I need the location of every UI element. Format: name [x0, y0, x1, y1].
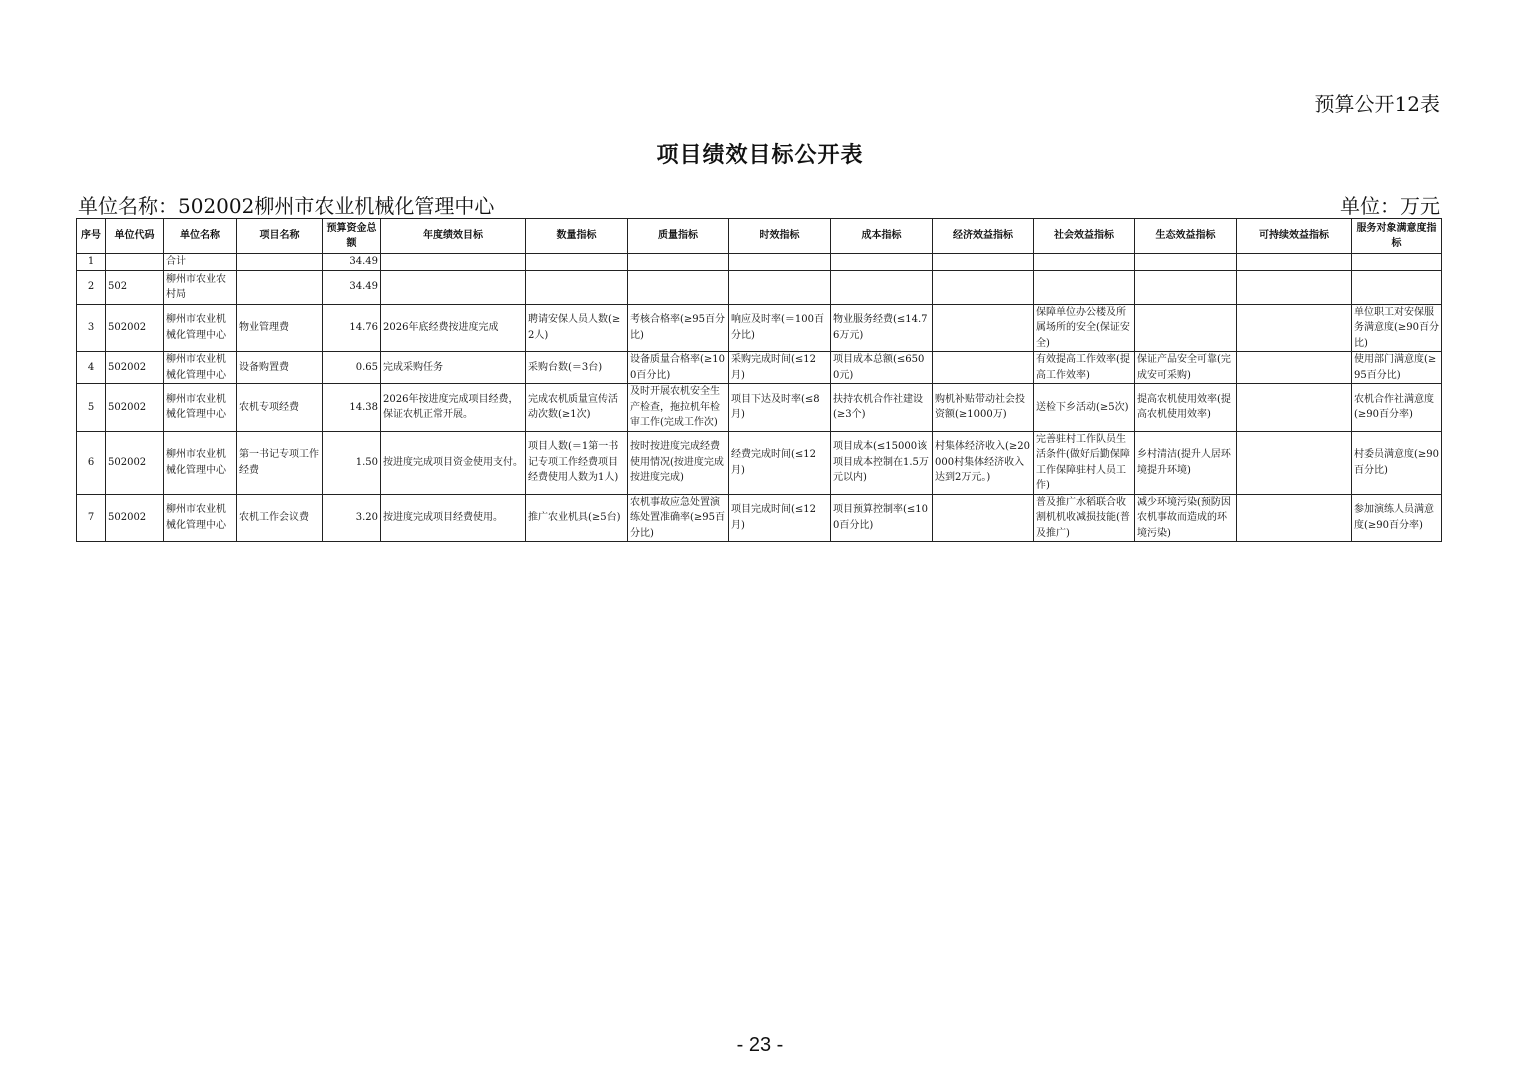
table-cell-quality-indicator: 按时按进度完成经费使用情况(按进度完成按进度完成) [628, 431, 729, 494]
table-cell-ecological-benefit [1135, 304, 1237, 352]
table-cell-unit-code: 502 [106, 270, 164, 304]
column-header: 服务对象满意度指标 [1352, 219, 1442, 254]
table-row [77, 270, 1442, 304]
table-cell-timeliness-indicator: 项目完成时间(≤12月) [729, 494, 831, 542]
table-cell-sustainable-benefit [1237, 384, 1352, 432]
table-cell-annual-target: 按进度完成项目资金使用支付。 [381, 431, 526, 494]
table-cell-quantity-indicator: 采购台数(＝3台) [526, 352, 628, 384]
table-cell-row-index: 3 [77, 304, 106, 352]
column-header: 生态效益指标 [1135, 219, 1237, 254]
table-cell-satisfaction-indicator: 村委员满意度(≥90百分比) [1352, 431, 1442, 494]
table-cell-social-benefit: 普及推广水稻联合收割机机收减损技能(普及推广) [1034, 494, 1135, 542]
table-cell-budget-amount: 14.76 [323, 304, 381, 352]
table-cell-unit-name: 合计 [164, 254, 237, 271]
column-header: 质量指标 [628, 219, 729, 254]
table-cell-row-index: 1 [77, 254, 106, 271]
table-cell-timeliness-indicator: 项目下达及时率(≤8月) [729, 384, 831, 432]
table-cell-quality-indicator: 考核合格率(≥95百分比) [628, 304, 729, 352]
table-cell-unit-name: 柳州市农业农村局 [164, 270, 237, 304]
table-cell-sustainable-benefit [1237, 494, 1352, 542]
table-row [77, 254, 1442, 271]
table-cell-social-benefit: 完善驻村工作队员生活条件(做好后勤保障工作保障驻村人员工作) [1034, 431, 1135, 494]
table-cell-sustainable-benefit [1237, 254, 1352, 271]
table-cell-ecological-benefit: 提高农机使用效率(提高农机使用效率) [1135, 384, 1237, 432]
column-header: 成本指标 [831, 219, 933, 254]
column-header: 数量指标 [526, 219, 628, 254]
table-cell-unit-name: 柳州市农业机械化管理中心 [164, 494, 237, 542]
column-header: 单位名称 [164, 219, 237, 254]
table-cell-cost-indicator: 扶持农机合作社建设(≥3个) [831, 384, 933, 432]
table-cell-budget-amount: 3.20 [323, 494, 381, 542]
table-cell-social-benefit: 有效提高工作效率(提高工作效率) [1034, 352, 1135, 384]
table-cell-economic-benefit [933, 352, 1034, 384]
table-cell-sustainable-benefit [1237, 431, 1352, 494]
table-cell-row-index: 7 [77, 494, 106, 542]
table-cell-cost-indicator: 项目预算控制率(≤100百分比) [831, 494, 933, 542]
table-cell-quality-indicator: 农机事故应急处置演练处置准确率(≥95百分比) [628, 494, 729, 542]
table-cell-project-name: 农机专项经费 [237, 384, 323, 432]
table-cell-row-index: 4 [77, 352, 106, 384]
table-cell-budget-amount: 0.65 [323, 352, 381, 384]
table-cell-unit-code: 502002 [106, 384, 164, 432]
column-header: 可持续效益指标 [1237, 219, 1352, 254]
table-cell-budget-amount: 34.49 [323, 270, 381, 304]
table-cell-social-benefit: 保障单位办公楼及所属场所的安全(保证安全) [1034, 304, 1135, 352]
column-header: 经济效益指标 [933, 219, 1034, 254]
table-cell-quality-indicator [628, 254, 729, 271]
table-cell-economic-benefit [933, 304, 1034, 352]
table-cell-quality-indicator: 及时开展农机安全生产检查，拖拉机年检审工作(完成工作次) [628, 384, 729, 432]
table-cell-satisfaction-indicator [1352, 270, 1442, 304]
table-cell-quality-indicator: 设备质量合格率(≥100百分比) [628, 352, 729, 384]
table-cell-economic-benefit [933, 254, 1034, 271]
table-cell-row-index: 2 [77, 270, 106, 304]
table-cell-quantity-indicator [526, 254, 628, 271]
table-cell-annual-target [381, 254, 526, 271]
table-cell-quantity-indicator: 完成农机质量宣传活动次数(≥1次) [526, 384, 628, 432]
table-cell-project-name: 设备购置费 [237, 352, 323, 384]
table-cell-timeliness-indicator: 经费完成时间(≤12月) [729, 431, 831, 494]
table-cell-cost-indicator: 项目成本总额(≤6500元) [831, 352, 933, 384]
table-cell-annual-target: 2026年底经费按进度完成 [381, 304, 526, 352]
table-cell-satisfaction-indicator: 单位职工对安保服务满意度(≥90百分比) [1352, 304, 1442, 352]
table-cell-row-index: 6 [77, 431, 106, 494]
table-cell-cost-indicator [831, 254, 933, 271]
unit-name-label: 单位名称：502002柳州市农业机械化管理中心 [78, 194, 495, 218]
table-cell-project-name: 物业管理费 [237, 304, 323, 352]
table-cell-annual-target: 完成采购任务 [381, 352, 526, 384]
table-cell-economic-benefit: 购机补贴带动社会投资额(≥1000万) [933, 384, 1034, 432]
table-cell-social-benefit: 送检下乡活动(≥5次) [1034, 384, 1135, 432]
table-cell-timeliness-indicator: 采购完成时间(≤12月) [729, 352, 831, 384]
table-cell-social-benefit [1034, 254, 1135, 271]
table-cell-sustainable-benefit [1237, 304, 1352, 352]
table-row [77, 352, 1442, 384]
table-cell-economic-benefit: 村集体经济收入(≥20000村集体经济收入达到2万元。) [933, 431, 1034, 494]
column-header: 时效指标 [729, 219, 831, 254]
table-header-row [77, 219, 1442, 254]
table-cell-unit-code: 502002 [106, 352, 164, 384]
table-cell-sustainable-benefit [1237, 352, 1352, 384]
table-cell-economic-benefit [933, 494, 1034, 542]
table-number-label: 预算公开12表 [1314, 92, 1440, 116]
table-cell-budget-amount: 34.49 [323, 254, 381, 271]
column-header: 序号 [77, 219, 106, 254]
performance-target-table [76, 218, 1442, 542]
table-cell-cost-indicator: 物业服务经费(≤14.76万元) [831, 304, 933, 352]
table-cell-timeliness-indicator [729, 270, 831, 304]
table-cell-budget-amount: 1.50 [323, 431, 381, 494]
table-cell-annual-target [381, 270, 526, 304]
table-cell-quantity-indicator: 推广农业机具(≥5台) [526, 494, 628, 542]
table-row [77, 494, 1442, 542]
table-row [77, 384, 1442, 432]
table-cell-unit-code: 502002 [106, 431, 164, 494]
table-cell-row-index: 5 [77, 384, 106, 432]
table-cell-ecological-benefit: 保证产品安全可靠(完成安可采购) [1135, 352, 1237, 384]
table-cell-satisfaction-indicator: 使用部门满意度(≥95百分比) [1352, 352, 1442, 384]
table-cell-project-name: 农机工作会议费 [237, 494, 323, 542]
table-cell-project-name [237, 270, 323, 304]
table-cell-ecological-benefit [1135, 254, 1237, 271]
column-header: 社会效益指标 [1034, 219, 1135, 254]
page-title: 项目绩效目标公开表 [656, 142, 864, 168]
table-cell-satisfaction-indicator: 参加演练人员满意度(≥90百分率) [1352, 494, 1442, 542]
table-cell-unit-code [106, 254, 164, 271]
table-cell-satisfaction-indicator [1352, 254, 1442, 271]
column-header: 年度绩效目标 [381, 219, 526, 254]
table-cell-quality-indicator [628, 270, 729, 304]
table-cell-cost-indicator [831, 270, 933, 304]
column-header: 项目名称 [237, 219, 323, 254]
table-cell-unit-name: 柳州市农业机械化管理中心 [164, 431, 237, 494]
table-cell-unit-name: 柳州市农业机械化管理中心 [164, 352, 237, 384]
table-cell-timeliness-indicator: 响应及时率(＝100百分比) [729, 304, 831, 352]
table-cell-quantity-indicator [526, 270, 628, 304]
table-cell-unit-name: 柳州市农业机械化管理中心 [164, 304, 237, 352]
page-number: - 23 - [736, 1034, 784, 1056]
table-cell-annual-target: 2026年按进度完成项目经费，保证农机正常开展。 [381, 384, 526, 432]
table-cell-project-name [237, 254, 323, 271]
table-cell-quantity-indicator: 项目人数(＝1第一书记专项工作经费项目经费使用人数为1人) [526, 431, 628, 494]
table-cell-annual-target: 按进度完成项目经费使用。 [381, 494, 526, 542]
table-cell-sustainable-benefit [1237, 270, 1352, 304]
table-row [77, 431, 1442, 494]
table-cell-ecological-benefit [1135, 270, 1237, 304]
table-cell-project-name: 第一书记专项工作经费 [237, 431, 323, 494]
table-row [77, 304, 1442, 352]
table-cell-unit-name: 柳州市农业机械化管理中心 [164, 384, 237, 432]
currency-unit-label: 单位：万元 [1340, 194, 1440, 218]
table-cell-social-benefit [1034, 270, 1135, 304]
column-header: 单位代码 [106, 219, 164, 254]
table-cell-timeliness-indicator [729, 254, 831, 271]
table-cell-quantity-indicator: 聘请安保人员人数(≥2人) [526, 304, 628, 352]
table-cell-satisfaction-indicator: 农机合作社满意度(≥90百分率) [1352, 384, 1442, 432]
table-cell-unit-code: 502002 [106, 494, 164, 542]
table-cell-ecological-benefit: 乡村清洁(提升人居环境提升环境) [1135, 431, 1237, 494]
table-cell-unit-code: 502002 [106, 304, 164, 352]
column-header: 预算资金总额 [323, 219, 381, 254]
table-body [77, 254, 1442, 542]
table-cell-economic-benefit [933, 270, 1034, 304]
table-cell-ecological-benefit: 减少环境污染(预防因农机事故而造成的环境污染) [1135, 494, 1237, 542]
table-cell-cost-indicator: 项目成本(≤15000该项目成本控制在1.5万元以内) [831, 431, 933, 494]
table-cell-budget-amount: 14.38 [323, 384, 381, 432]
